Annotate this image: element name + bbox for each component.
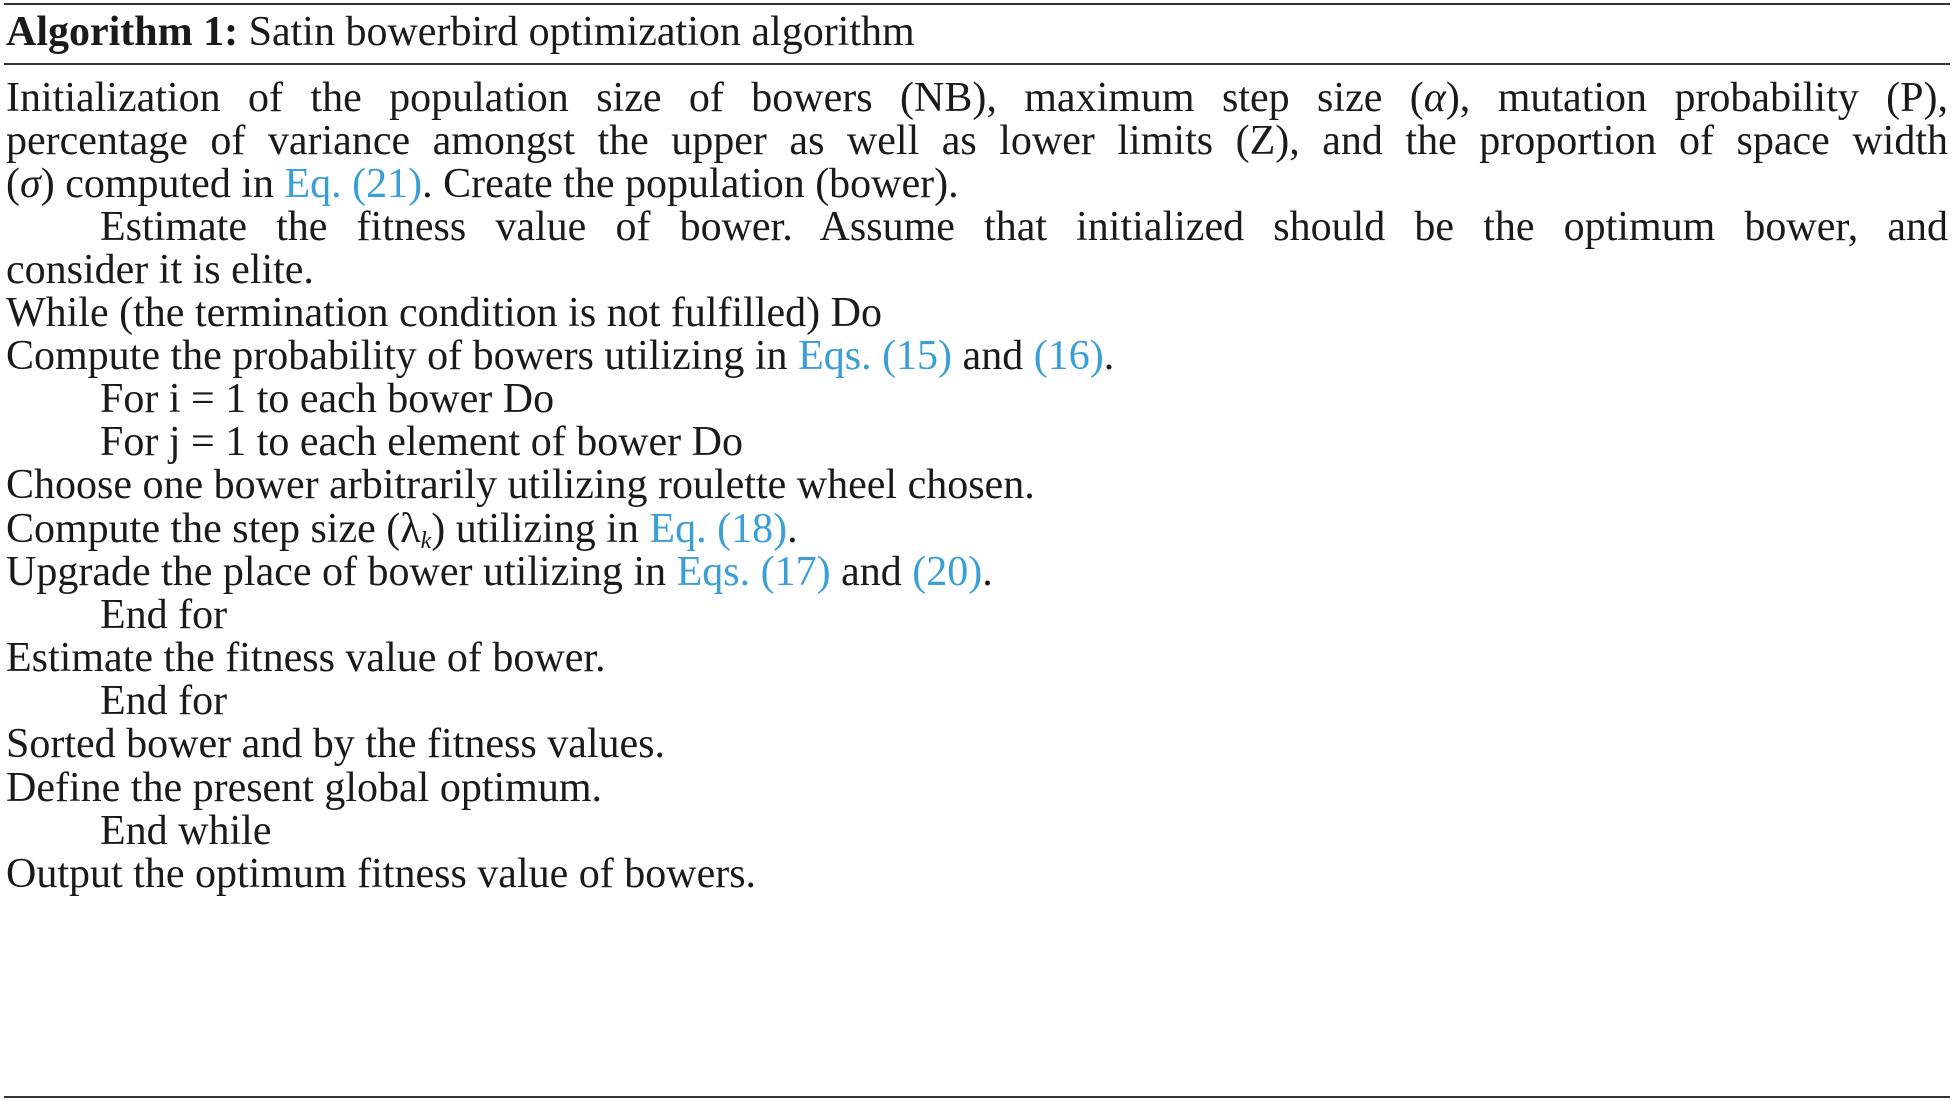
eq-18-link[interactable]: Eq. (18)	[649, 506, 788, 552]
line-consider-elite: consider it is elite.	[6, 247, 314, 293]
k-subscript: k	[420, 528, 432, 554]
algorithm-label: Algorithm 1:	[6, 9, 239, 55]
eqs-15-link[interactable]: Eqs. (15)	[798, 333, 953, 379]
alpha-symbol: α	[1423, 75, 1446, 121]
line-for-j: For j = 1 to each element of bower Do	[100, 419, 744, 465]
line-estimate-fitness-2: Estimate the fitness value of bower.	[6, 635, 606, 681]
line-upgrade-place: Upgrade the place of bower utilizing in Eqs. (17) and (20).	[6, 549, 993, 595]
line-sorted-bower: Sorted bower and by the fitness values.	[6, 721, 666, 767]
line-output: Output the optimum fitness value of bowers.	[6, 851, 757, 897]
line-compute-step-size: Compute the step size $(\lambda_k)$ utilizing in Eq. (18).	[6, 506, 798, 554]
line-initialization-2: percentage of variance amongst the upper as well as lower limits (Z), and the proportion of space width	[6, 118, 1948, 164]
sigma-symbol: σ	[20, 161, 41, 207]
line-end-for-outer: End for	[100, 678, 228, 724]
eq-21-link[interactable]: Eq. (21)	[284, 161, 423, 207]
line-initialization-3: (σ) computed in Eq. (21). Create the population (bower).	[6, 161, 959, 207]
line-end-while: End while	[100, 808, 272, 854]
line-while: While (the termination condition is not fulfilled) Do	[6, 290, 882, 336]
algorithm-title	[6, 4, 915, 60]
bottom-rule	[4, 1096, 1950, 1098]
eq-20-link[interactable]: (20)	[912, 549, 983, 595]
title-rule	[4, 63, 1950, 65]
line-initialization-1: Initialization of the population size of bowers (NB), maximum step size (α), mutation probability (P),	[6, 75, 1948, 121]
line-end-for-inner: End for	[100, 592, 228, 638]
line-define-optimum: Define the present global optimum.	[6, 765, 603, 811]
line-for-i: For i = 1 to each bower Do	[100, 376, 555, 422]
algorithm-name: Satin bowerbird optimization algorithm	[248, 9, 915, 55]
eq-16-link[interactable]: (16)	[1033, 333, 1104, 379]
line-compute-probability: Compute the probability of bowers utilizing in Eqs. (15) and (16).	[6, 333, 1115, 379]
line-choose-bower: Choose one bower arbitrarily utilizing roulette wheel chosen.	[6, 462, 1035, 508]
line-estimate-fitness: Estimate the fitness value of bower. Assume that initialized should be the optimum bower, and	[100, 204, 1948, 250]
eqs-17-link[interactable]: Eqs. (17)	[676, 549, 831, 595]
